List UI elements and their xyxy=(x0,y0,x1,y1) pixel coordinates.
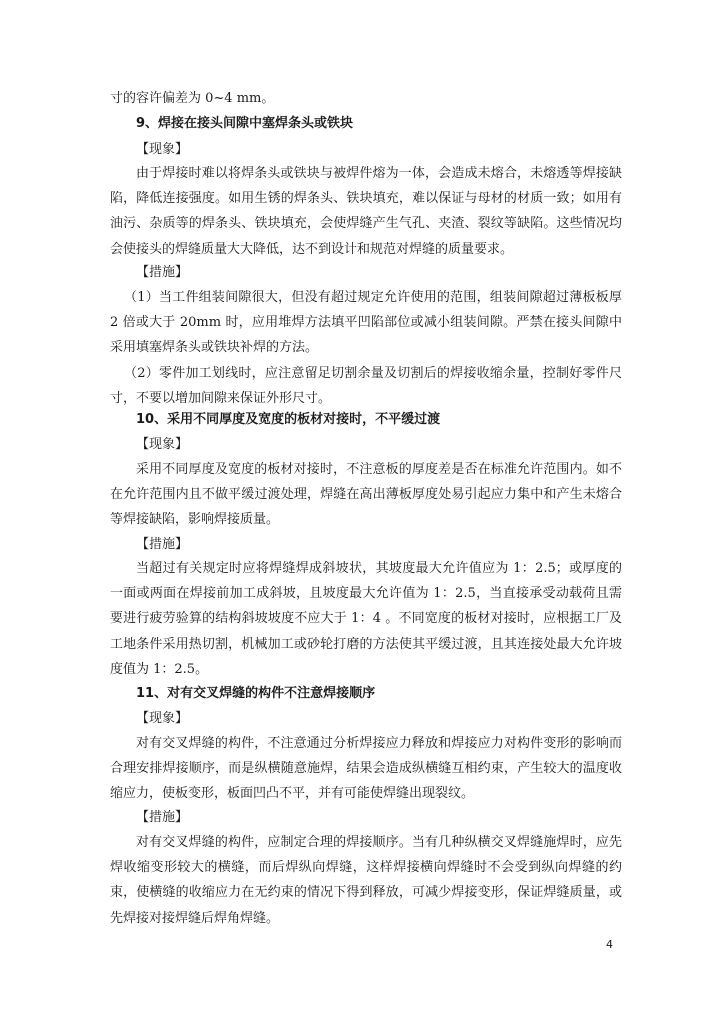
section-9-measure-2: （2）零件加工划线时，应注意留足切割余量及切割后的焊接收缩余量，控制好零件尺寸，不要以增加间隙来保证外形尺寸。 xyxy=(110,365,622,406)
section-9-phenomenon-text: 由于焊接时难以将焊条头或铁块与被焊件熔为一体，会造成未熔合，未熔透等焊接缺陷，降低连接强度。如用生锈的焊条头、铁块填充，难以保证与母材的材质一致；如用有油污、杂质等的焊条头、铁块填充，会使焊缝产生气孔、夹渣、裂纹等缺陷。这些情况均会使接头的焊缝质量大大降低，达不到设计和规范对焊缝的质量要求。 xyxy=(110,166,622,257)
section-9-heading: 9、焊接在接头间隙中塞焊条头或铁块 xyxy=(136,116,354,131)
section-10-phenomenon-block xyxy=(110,457,622,533)
section-11-phenomenon-block xyxy=(110,731,622,807)
section-11-phenomenon-text: 对有交叉焊缝的构件，不注意通过分析焊接应力释放和焊接应力对构件变形的影响而合理安排焊接顺序，而是纵横随意施焊，结果会造成纵横缝互相约束，产生较大的温度收缩应力，使板变形，板面凹凸不平，并有可能使焊缝出现裂纹。 xyxy=(110,736,622,802)
section-11-phenomenon-tag: 【现象】 xyxy=(136,711,189,726)
section-10-measure-text: 当超过有关规定时应将焊缝焊成斜坡状，其坡度最大允许值应为 1：2.5；或厚度的一面或两面在焊接前加工成斜坡，且坡度最大允许值为 1：2.5，当直接承受动载荷且需要进行疲劳验算的结构斜坡坡度不应大于 1：4 。不同宽度的板材对接时，应根据工厂及工地条件采用热切割，机械加工或砂轮打磨的方法使其平缓过渡，且其连接处最大允许坡度值为 1：2.5。 xyxy=(110,561,623,677)
section-9-measure-1: （1）当工件组装间隙很大，但没有超过规定允许使用的范围，组装间隙超过薄板板厚 2 倍或大于 20mm 时，应用堆焊方法填平凹陷部位或减小组装间隙。严禁在接头间隙中采用填塞焊条头或铁块补焊的方法。 xyxy=(110,290,622,356)
section-11-heading: 11、对有交叉焊缝的构件不注意焊接顺序 xyxy=(136,686,376,701)
section-10-phenomenon-tag: 【现象】 xyxy=(136,437,189,452)
page-number: 4 xyxy=(606,938,613,951)
section-9-phenomenon-tag: 【现象】 xyxy=(136,142,189,157)
section-10-phenomenon-text: 采用不同厚度及宽度的板材对接时，不注意板的厚度差是否在标准允许范围内。如不在允许范围内且不做平缓过渡处理，焊缝在高出薄板厚度处易引起应力集中和产生未熔合等焊接缺陷，影响焊接质量。 xyxy=(110,462,622,528)
section-11-measure-text: 对有交叉焊缝的构件，应制定合理的焊接顺序。当有几种纵横交叉焊缝施焊时，应先焊收缩变形较大的横缝，而后焊纵向焊缝，这样焊接横向焊缝时不会受到纵向焊缝的约束，使横缝的收缩应力在无约束的情况下得到释放，可减少焊接变形，保证焊缝质量，或先焊接对接焊缝后焊角焊缝。 xyxy=(110,835,622,926)
section-11-measure-tag: 【措施】 xyxy=(136,810,189,825)
lead-text-block xyxy=(110,86,622,111)
section-10-heading: 10、采用不同厚度及宽度的板材对接时，不平缓过渡 xyxy=(136,412,441,427)
section-10-measure-block xyxy=(110,556,622,682)
section-9-measure-block xyxy=(110,285,622,411)
section-9-phenomenon-block xyxy=(110,161,622,262)
section-11-measure-block xyxy=(110,830,622,931)
section-9-measure-tag: 【措施】 xyxy=(136,265,189,280)
lead-paragraph: 寸的容许偏差为 0~4 mm。 xyxy=(110,91,275,106)
section-10-measure-tag: 【措施】 xyxy=(136,537,189,552)
